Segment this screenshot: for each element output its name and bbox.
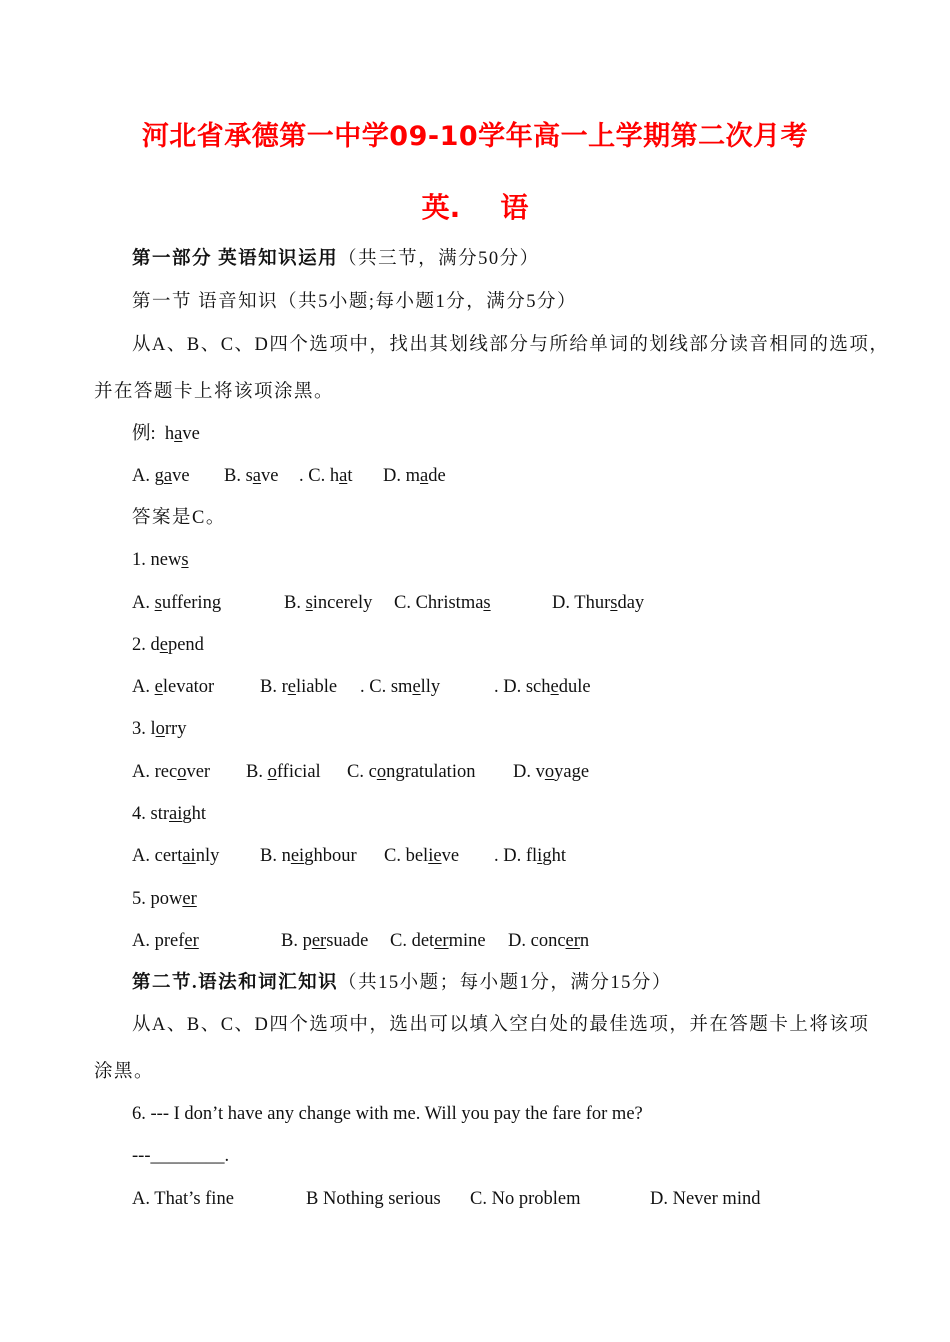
question-1-stem: 1. news — [132, 550, 189, 570]
example-option-b: B. save — [224, 466, 279, 486]
q4-option-d[interactable]: . D. flight — [494, 846, 566, 866]
q4-option-c[interactable]: C. believe — [384, 846, 460, 866]
subject-title-part2: 语 — [500, 191, 529, 224]
q2-option-a[interactable]: A. elevator — [132, 677, 215, 697]
part1-heading-bold: 第一部分 英语知识运用 — [132, 249, 339, 269]
question-2-options — [132, 675, 892, 699]
example-word: have — [164, 424, 200, 444]
question-5-stem: 5. power — [132, 889, 197, 909]
section1-instruction-line2: 并在答题卡上将该项涂黑。 — [94, 382, 335, 402]
q6-option-c[interactable]: C. No problem — [470, 1189, 581, 1209]
q2-option-b[interactable]: B. reliable — [260, 677, 338, 697]
section2-heading-bold: 第二节.语法和词汇知识 — [132, 973, 339, 993]
section2-heading — [132, 971, 672, 995]
q3-option-c[interactable]: C. congratulation — [347, 762, 476, 782]
question-5-options — [132, 929, 892, 953]
example-option-a: A. gave — [132, 466, 190, 486]
question-6-reply-blank: ---________. — [132, 1146, 230, 1166]
question-1-options — [132, 591, 892, 615]
section1-heading: 第一节 语音知识（共5小题;每小题1分，满分5分） — [132, 292, 578, 312]
q3-option-d[interactable]: D. voyage — [513, 762, 590, 782]
q3-option-b[interactable]: B. official — [246, 762, 321, 782]
question-3-stem: 3. lorry — [132, 719, 187, 739]
question-2-stem: 2. depend — [132, 635, 204, 655]
example-answer: 答案是C。 — [132, 508, 226, 528]
q6-option-d[interactable]: D. Never mind — [650, 1189, 761, 1209]
example-option-d: D. made — [383, 466, 446, 486]
question-4-stem: 4. straight — [132, 804, 206, 824]
example-label: 例: — [132, 424, 156, 444]
question-3-options — [132, 760, 892, 784]
q1-option-b[interactable]: B. sincerely — [284, 593, 373, 613]
part1-heading-rest: （共三节，满分50分） — [338, 249, 540, 269]
subject-title — [0, 186, 950, 226]
q5-option-d[interactable]: D. concern — [508, 931, 590, 951]
example-stem — [132, 422, 200, 446]
q5-option-a[interactable]: A. prefer — [132, 931, 199, 951]
q6-option-b[interactable]: B Nothing serious — [306, 1189, 441, 1209]
q2-option-d[interactable]: . D. schedule — [494, 677, 591, 697]
q5-option-b[interactable]: B. persuade — [281, 931, 369, 951]
question-6-stem: 6. --- I don’t have any change with me. Will you pay the fare for me? — [132, 1104, 643, 1124]
section1-instruction-line1: 从A、B、C、D四个选项中，找出其划线部分与所给单词的划线部分读音相同的选项， — [132, 335, 890, 355]
q4-option-b[interactable]: B. neighbour — [260, 846, 357, 866]
section2-instruction-line1: 从A、B、C、D四个选项中，选出可以填入空白处的最佳选项，并在答题卡上将该项 — [132, 1015, 870, 1035]
q1-option-d[interactable]: D. Thursday — [552, 593, 645, 613]
part1-heading — [132, 247, 540, 271]
exam-title: 河北省承德第一中学09-10学年高一上学期第二次月考 — [141, 121, 809, 152]
q2-option-c[interactable]: . C. smelly — [360, 677, 441, 697]
section2-instruction-line2: 涂黑。 — [94, 1062, 155, 1082]
section2-heading-rest: （共15小题；每小题1分，满分15分） — [338, 973, 672, 993]
q3-option-a[interactable]: A. recover — [132, 762, 211, 782]
subject-title-part1: 英. — [421, 191, 461, 224]
question-6-options — [132, 1187, 892, 1211]
q5-option-c[interactable]: C. determine — [390, 931, 486, 951]
q6-option-a[interactable]: A. That’s fine — [132, 1189, 234, 1209]
question-4-options — [132, 844, 892, 868]
example-option-c: . C. hat — [299, 466, 353, 486]
q4-option-a[interactable]: A. certainly — [132, 846, 220, 866]
q1-option-c[interactable]: C. Christmas — [394, 593, 491, 613]
example-options — [132, 464, 892, 488]
q1-option-a[interactable]: A. suffering — [132, 593, 222, 613]
